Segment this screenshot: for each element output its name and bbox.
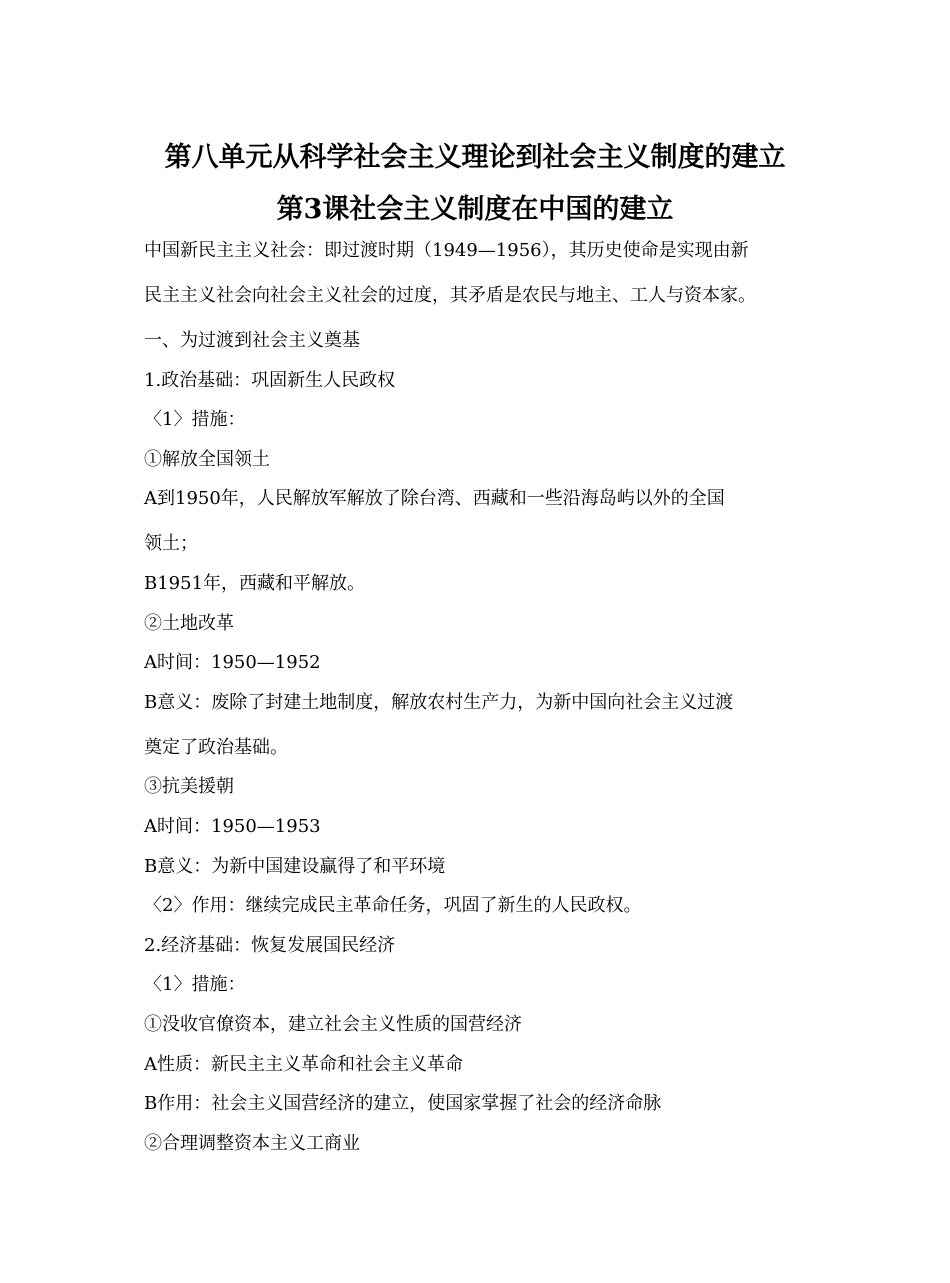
- text-line: 民主主义社会向社会主义社会的过度，其矛盾是农民与地主、工人与资本家。: [144, 285, 756, 306]
- text-line: 中国新民主主义社会：即过渡时期（1949—1956），其历史使命是实现由新: [144, 240, 749, 261]
- text-line: ③抗美援朝: [144, 776, 234, 798]
- text-line: A时间：1950—1952: [144, 652, 321, 674]
- text-line: A到1950年，人民解放军解放了除台湾、西藏和一些沿海岛屿以外的全国: [144, 488, 725, 510]
- text-line: B意义：为新中国建设赢得了和平环境: [144, 855, 446, 877]
- text-line: B作用：社会主义国营经济的建立，使国家掌握了社会的经济命脉: [144, 1093, 662, 1115]
- text-line: ②合理调整资本主义工商业: [144, 1132, 360, 1154]
- text-line: 奠定了政治基础。: [144, 736, 288, 758]
- text-line: ②土地改革: [144, 612, 234, 634]
- text-line: 〈2〉作用：继续完成民主革命任务，巩固了新生的人民政权。: [144, 895, 642, 917]
- text-line: 〈1〉措施：: [144, 974, 246, 996]
- section-heading: 一、为过渡到社会主义奠基: [144, 330, 360, 351]
- unit-title: 第八单元从科学社会主义理论到社会主义制度的建立: [164, 142, 786, 173]
- document-body: [144, 236, 824, 1168]
- text-line: ①没收官僚资本，建立社会主义性质的国营经济: [144, 1013, 522, 1035]
- text-line: 〈1〉措施：: [144, 409, 246, 431]
- text-line: A时间：1950—1953: [144, 815, 321, 837]
- text-line: B意义：废除了封建土地制度，解放农村生产力，为新中国向社会主义过渡: [144, 691, 734, 713]
- text-line: 领土；: [144, 533, 198, 555]
- subsection-heading: 1.政治基础：巩固新生人民政权: [144, 369, 396, 391]
- lesson-title: 第3课社会主义制度在中国的建立: [276, 194, 674, 225]
- subsection-heading: 2.经济基础：恢复发展国民经济: [144, 934, 396, 956]
- text-line: ①解放全国领土: [144, 448, 270, 470]
- text-line: A性质：新民主主义革命和社会主义革命: [144, 1053, 463, 1075]
- text-line: B1951年，西藏和平解放。: [144, 572, 366, 594]
